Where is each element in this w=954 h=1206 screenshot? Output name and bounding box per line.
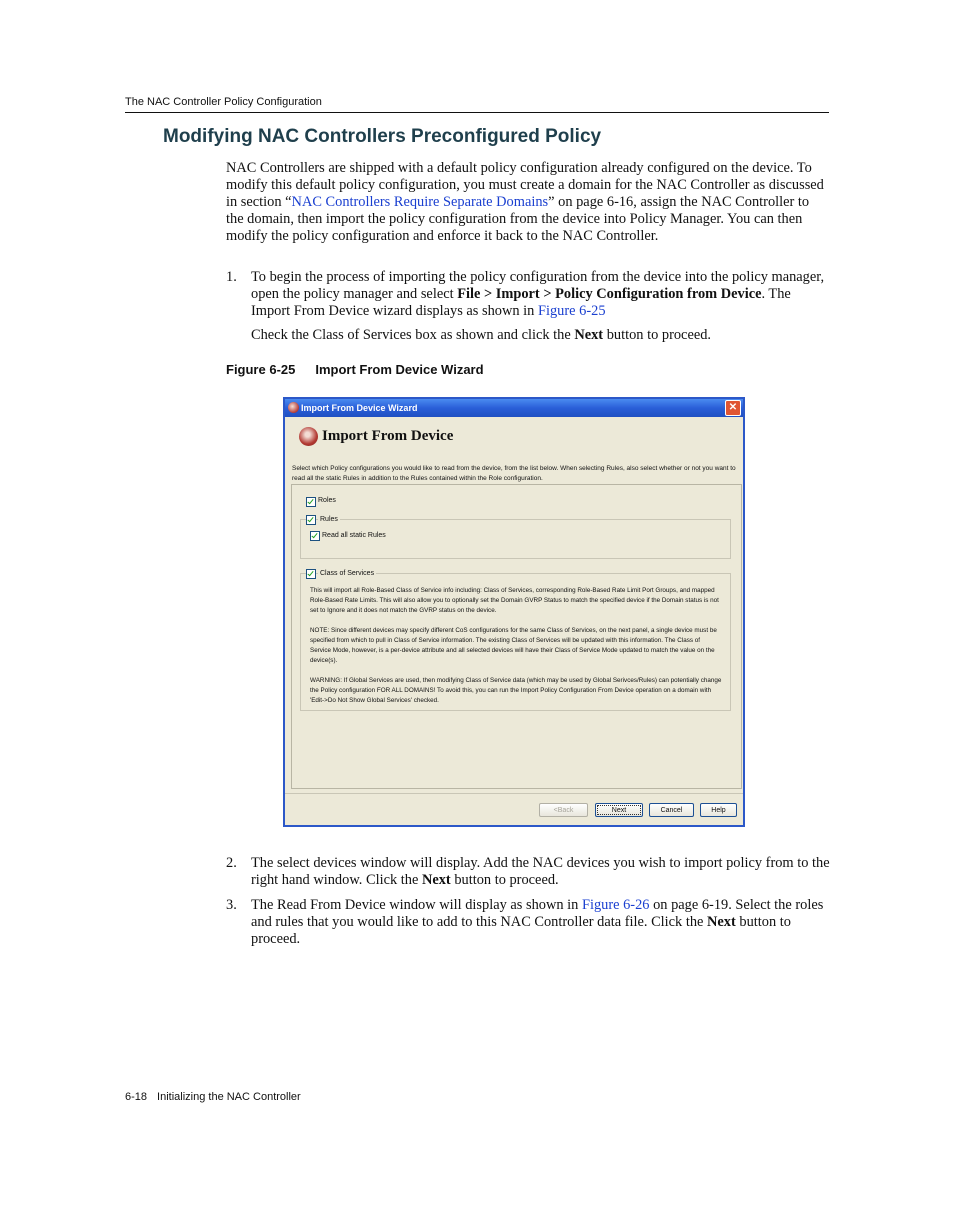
cancel-button[interactable]: Cancel — [649, 803, 694, 817]
cos-checkbox[interactable] — [306, 569, 316, 579]
page-footer — [125, 1091, 301, 1103]
section-title: Modifying NAC Controllers Preconfigured Policy — [163, 126, 602, 147]
help-button[interactable]: Help — [700, 803, 737, 817]
wizard-window — [283, 397, 745, 827]
step-number: 1. — [226, 269, 237, 285]
wizard-window-title: Import From Device Wizard — [301, 403, 418, 413]
rules-checkbox[interactable] — [306, 515, 316, 525]
cos-label: Class of Services — [320, 570, 375, 577]
running-head: The NAC Controller Policy Configuration — [125, 96, 322, 108]
step-text: To begin the process of importing the policy configuration from the device into the policy manager, open the policy manager and select File > Import > Policy Configuration from Device. The Import From Device wizard displays as shown in Figure 6-25 — [251, 269, 825, 319]
back-button[interactable]: <Back — [539, 803, 588, 817]
read-static-rules-checkbox[interactable] — [310, 531, 320, 541]
xref-link-domains[interactable]: NAC Controllers Require Separate Domains — [291, 194, 549, 210]
rules-group — [300, 519, 731, 559]
next-button[interactable]: Next — [595, 803, 643, 817]
footer-chapter-title: Initializing the NAC Controller — [157, 1091, 301, 1103]
close-icon[interactable]: ✕ — [725, 400, 741, 416]
step-number: 3. — [226, 897, 237, 913]
wizard-description: Select which Policy configurations you would like to read from the device, from the list below. When selecting Rules, also select whether or not you want to read all the static Rules in addition to the Rules contained within the Role configuration. — [292, 465, 736, 482]
wizard-logo-icon — [299, 427, 318, 446]
wizard-body — [285, 417, 743, 825]
cos-description — [310, 586, 722, 716]
figure-title: Import From Device Wizard — [315, 362, 484, 377]
figure-number: Figure 6-25 — [226, 362, 296, 377]
xref-link-figure[interactable]: Figure 6-26 — [581, 897, 650, 913]
rules-label: Rules — [320, 516, 338, 523]
step-note: Check the Class of Services box as shown and click the Next button to proceed. — [251, 327, 712, 343]
roles-label: Roles — [318, 497, 336, 504]
button-separator — [285, 793, 743, 794]
step-number: 2. — [226, 855, 237, 871]
cos-paragraph: This will import all Role-Based Class of Service info including: Class of Services, corresponding Role-Based Rate Limit Port Groups, and mapped Role-Based Rate Limits. This will also allow you to optionally set the Domain GVRP Status to match the specified device if the Domain status is not set to Ignore and it does not match the GVRP status on the device. — [310, 587, 719, 614]
step-text: The select devices window will display. Add the NAC devices you wish to import policy from to the right hand window. Click the Next button to proceed. — [251, 855, 830, 888]
intro-paragraph: NAC Controllers are shipped with a default policy configuration already configured on the device. To modify this default policy configuration, you must create a domain for the NAC Controller as discussed in section “NAC Controllers Require Separate Domains” on page 6-16, assign the NAC Controller to the domain, then import the policy configuration from the device into Policy Manager. You can then modify the policy configuration and enforce it back to the NAC Controller. — [226, 160, 824, 244]
wizard-heading: Import From Device — [322, 428, 454, 444]
wizard-titlebar — [285, 399, 743, 417]
cos-note: NOTE: Since different devices may specify different CoS configurations for the same Class of Services, on the next panel, a single device must be specified from which to pull in Class of Service information. The existing Class of Services will be updated with this information. The Class of Service Mode, however, is a per-device attribute and all selected devices will have their Class of Service Mode updated to match the value on the device(s). — [310, 627, 717, 664]
figure-caption — [226, 362, 484, 377]
app-icon — [288, 402, 299, 413]
roles-checkbox[interactable] — [306, 497, 316, 507]
page-number: 6-18 — [125, 1091, 148, 1103]
read-static-rules-label: Read all static Rules — [322, 532, 386, 539]
step-text: The Read From Device window will display as shown in Figure 6-26 on page 6-19. Select the roles and rules that you would like to add to this NAC Controller data file. Click the Next button to proceed. — [251, 897, 824, 947]
options-panel — [291, 484, 742, 789]
cos-group — [300, 573, 731, 711]
header-rule — [125, 112, 829, 113]
cos-warning: WARNING: If Global Services are used, then modifying Class of Service data (which may be used by Global Serivces/Rules) can potentially change the Policy configuration FOR ALL DOMAINS! To avoid this, you can run the Import Policy Configuration From Device operation on a domain with 'Edit->Do Not Show Global Services' checked. — [310, 677, 722, 704]
xref-link-figure[interactable]: Figure 6-25 — [537, 303, 606, 319]
